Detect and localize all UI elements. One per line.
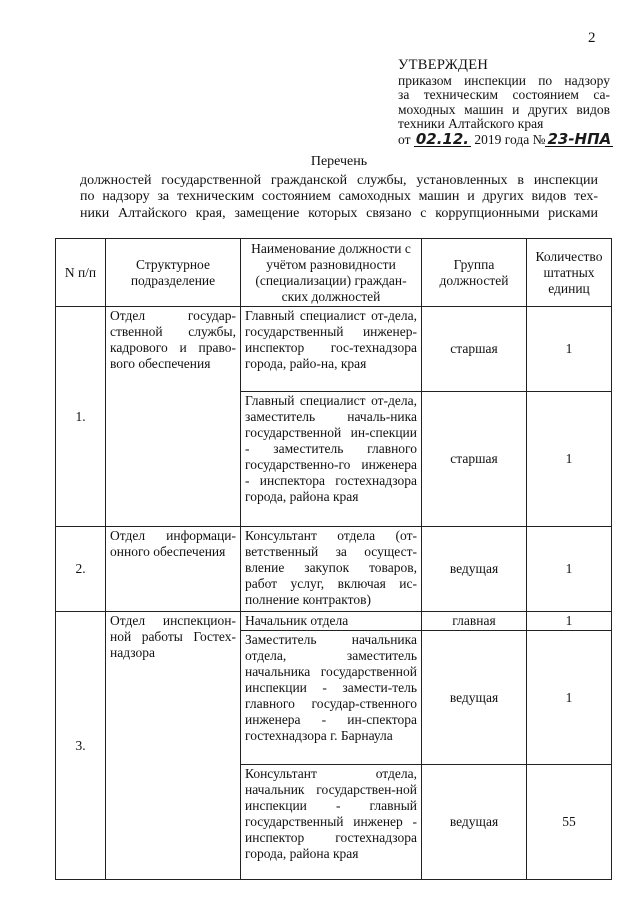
approval-block (398, 58, 610, 147)
header-position: Наименование должности с учётом разновидности (специализации) граждан-ских должностей (241, 239, 422, 307)
department-cell: Отдел инспекцион-ной работы Гостех-надзора (106, 612, 241, 880)
header-dept: Структурное подразделение (106, 239, 241, 307)
department-cell: Отдел государ-ственной службы, кадрового и право-вого обеспечения (106, 307, 241, 527)
row-number: 3. (56, 612, 106, 880)
group-cell: ведущая (422, 765, 527, 880)
header-count: Количество штатных единиц (527, 239, 612, 307)
date-prefix: от (398, 131, 411, 147)
table-row (56, 307, 612, 392)
count-cell: 1 (527, 527, 612, 612)
position-cell: Заместитель начальника отдела, заместитель начальника государственной инспекции - замести-тель главного государ-ственного инженера - ин-спектора гостехнадзора г. Барнаула (241, 631, 422, 765)
approval-title: УТВЕРЖДЕН (398, 57, 489, 73)
position-cell: Консультант отдела, начальник государствен-ной инспекции - главный государственный инженер - инспектор гостехнадзора города, района края (241, 765, 422, 880)
department-cell: Отдел информаци-онного обеспечения (106, 527, 241, 612)
handwritten-date: 02.12. (415, 129, 470, 148)
list-subtitle-line: ники Алтайского края, замещение которых связано с коррупционными рисками (80, 205, 598, 221)
approval-date-line (398, 129, 612, 148)
count-cell: 1 (527, 392, 612, 527)
list-subtitle-line: должностей государственной гражданской службы, установленных в инспекции (80, 172, 598, 188)
count-cell: 1 (527, 612, 612, 631)
list-header (80, 154, 598, 222)
positions-table (55, 238, 612, 880)
approval-line: моходных машин и других видов (398, 101, 610, 117)
group-cell: ведущая (422, 631, 527, 765)
group-cell: ведущая (422, 527, 527, 612)
count-cell: 1 (527, 307, 612, 392)
list-title: Перечень (310, 154, 368, 169)
approval-line: приказом инспекции по надзору (398, 72, 610, 88)
group-cell: старшая (422, 307, 527, 392)
approval-year: 2019 года № (474, 131, 546, 147)
count-cell: 55 (527, 765, 612, 880)
handwritten-order-number: 23-НПА (547, 129, 612, 148)
approval-line: за техническим состоянием са- (398, 87, 610, 102)
list-subtitle (80, 173, 598, 223)
position-cell: Главный специалист от-дела, заместитель началь-ника государственной ин-спекции - заместитель главного государственно-го инженера - инспектора гостехнадзора города, района края (241, 392, 422, 527)
list-subtitle-line: по надзору за техническим состоянием самоходных машин и других видов тех- (80, 189, 598, 204)
table-row (56, 527, 612, 612)
position-cell: Начальник отдела (241, 612, 422, 631)
header-num: N п/п (56, 239, 106, 307)
page-number: 2 (588, 30, 596, 46)
row-number: 1. (56, 307, 106, 527)
table-row (56, 612, 612, 631)
header-group: Группа должностей (422, 239, 527, 307)
table-header-row (56, 239, 612, 307)
approval-line: техники Алтайского края (398, 116, 544, 131)
group-cell: старшая (422, 392, 527, 527)
group-cell: главная (422, 612, 527, 631)
position-cell: Консультант отдела (от-ветственный за осущест-вление закупок товаров, работ услуг, включая ис-полнение контрактов) (241, 527, 422, 612)
row-number: 2. (56, 527, 106, 612)
position-cell: Главный специалист от-дела, государственный инженер-инспектор гос-технадзора города, райо-на, края (241, 307, 422, 392)
count-cell: 1 (527, 631, 612, 765)
